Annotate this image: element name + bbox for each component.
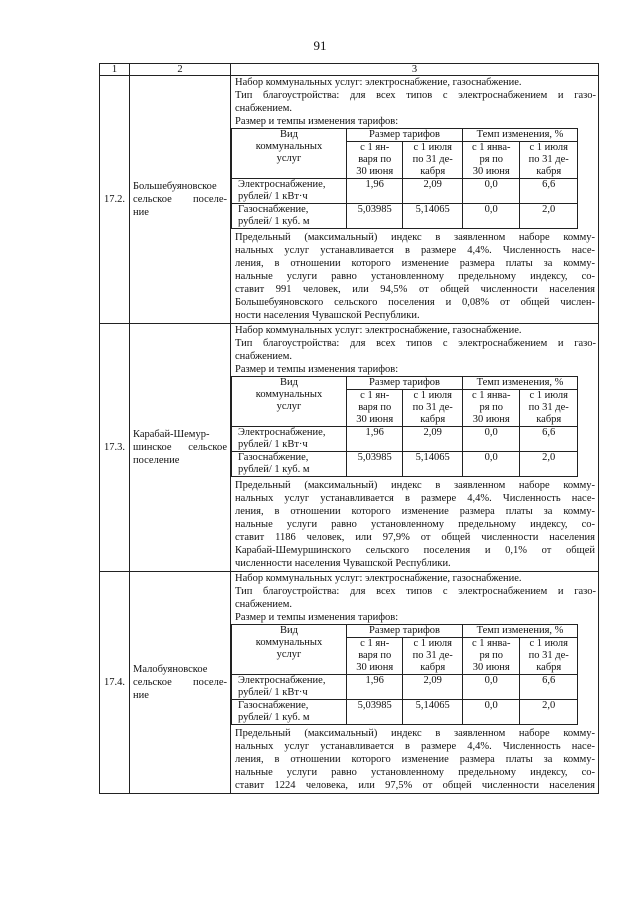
period-header-line: кабря xyxy=(420,662,446,673)
tariff-title: Размер и темпы изменения тарифов: xyxy=(235,612,399,623)
period-header-line: 30 июня xyxy=(472,662,510,673)
row-number: 17.3. xyxy=(100,324,130,572)
period-header-line: ря по xyxy=(479,650,504,661)
improvement-type-line: Тип благоустройства: для всех типов с электроснабжением и газо- xyxy=(235,338,596,349)
column-header-row xyxy=(100,64,599,76)
improvement-type-line: снабжением. xyxy=(235,351,292,362)
tariff-table xyxy=(99,63,599,794)
service-type-header-line: Вид xyxy=(280,129,298,140)
rate-value: 6,6 xyxy=(520,427,578,452)
service-type-header-line: Вид xyxy=(280,377,298,388)
settlement-name-line: шинское сельское xyxy=(133,442,227,453)
index-paragraph-line: Предельный (максимальный) индекс в заявленном наборе комму- xyxy=(235,728,595,739)
settlement-name-line: Малобуяновское xyxy=(133,664,208,675)
index-paragraph-line: нальные услуги равно установленному предельному индексу, со- xyxy=(235,271,595,282)
service-name xyxy=(232,427,347,452)
rate-value: 2,0 xyxy=(520,452,578,477)
service-name-line: Газоснабжение, xyxy=(238,700,309,711)
service-name-line: Электроснабжение, xyxy=(238,179,326,190)
period-header-line: варя по xyxy=(358,650,392,661)
service-name-line: Электроснабжение, xyxy=(238,675,326,686)
electricity-row xyxy=(232,675,578,700)
service-type-header-line: услуг xyxy=(276,649,302,660)
settlement-name xyxy=(130,76,231,324)
tariff-value: 2,09 xyxy=(403,427,463,452)
period-header-line: 30 июня xyxy=(472,166,510,177)
period-header-line: с 1 янва- xyxy=(471,638,511,649)
period-header-line: кабря xyxy=(536,662,562,673)
tariff-value: 5,03985 xyxy=(346,204,402,229)
gas-row xyxy=(232,204,578,229)
index-paragraph-line: ставит 1224 человека, или 97,5% от общей численности населения xyxy=(235,780,595,791)
index-paragraph-line: Карабай-Шемуршинского сельского поселения и 0,1% от общей xyxy=(235,545,595,556)
service-name xyxy=(232,452,347,477)
settlement-name xyxy=(130,572,231,794)
index-paragraph-line: ления, в отношении которого изменение размера платы за комму- xyxy=(235,258,595,269)
index-paragraph-line: Предельный (максимальный) индекс в заявленном наборе комму- xyxy=(235,480,595,491)
service-name-line: Электроснабжение, xyxy=(238,427,326,438)
period-header-line: с 1 июля xyxy=(413,390,452,401)
tariff-value: 2,09 xyxy=(403,675,463,700)
service-name-line: рублей/ 1 куб. м xyxy=(238,216,310,227)
period-header xyxy=(346,638,402,675)
period-header-line: ря по xyxy=(479,154,504,165)
index-paragraph-line: нальных услуг устанавливается в размере 4,4%. Численность насе- xyxy=(235,741,595,752)
index-paragraph-line: нальные услуги равно установленному предельному индексу, со- xyxy=(235,767,595,778)
period-header-line: с 1 янва- xyxy=(471,390,511,401)
tariff-size-header: Размер тарифов xyxy=(346,129,462,142)
service-type-header-line: коммунальных xyxy=(255,637,323,648)
rate-value: 0,0 xyxy=(463,204,520,229)
period-header-line: по 31 де- xyxy=(412,650,453,661)
tariff-subtable xyxy=(231,624,578,725)
period-header-line: с 1 ян- xyxy=(360,390,390,401)
index-paragraph-line: ления, в отношении которого изменение размера платы за комму- xyxy=(235,506,595,517)
tariff-value: 5,14065 xyxy=(403,204,463,229)
tariff-subtable xyxy=(231,376,578,477)
service-type-header-line: коммунальных xyxy=(255,141,323,152)
period-header xyxy=(403,390,463,427)
period-header xyxy=(463,390,520,427)
service-type-header xyxy=(232,129,347,179)
service-name-line: рублей/ 1 кВт·ч xyxy=(238,687,308,698)
period-header-line: с 1 июля xyxy=(529,142,568,153)
column-header-2: 2 xyxy=(130,64,231,76)
service-set-line: Набор коммунальных услуг: электроснабжение, газоснабжение. xyxy=(235,573,522,584)
service-name-line: рублей/ 1 куб. м xyxy=(238,464,310,475)
period-header xyxy=(346,390,402,427)
period-header-line: по 31 де- xyxy=(412,154,453,165)
settlement-name-line: сельское поселе- xyxy=(133,677,227,688)
service-name-line: рублей/ 1 куб. м xyxy=(238,712,310,723)
index-paragraph-line: Большебуяновского сельского поселения и 0,08% от общей числен- xyxy=(235,297,595,308)
index-paragraph xyxy=(231,229,598,323)
rate-value: 0,0 xyxy=(463,427,520,452)
tariff-value: 2,09 xyxy=(403,179,463,204)
period-header xyxy=(463,142,520,179)
service-type-header-line: услуг xyxy=(276,153,302,164)
index-paragraph-line: численности населения Чувашской Республики. xyxy=(235,558,451,569)
service-type-header-line: Вид xyxy=(280,625,298,636)
settlement-name-line: сельское поселе- xyxy=(133,194,227,205)
period-header-line: по 31 де- xyxy=(528,402,569,413)
period-header xyxy=(403,142,463,179)
period-header-line: 30 июня xyxy=(356,662,394,673)
index-paragraph-line: нальных услуг устанавливается в размере 4,4%. Численность насе- xyxy=(235,493,595,504)
settlement-name-line: Карабай-Шемур- xyxy=(133,429,210,440)
service-type-header-line: услуг xyxy=(276,401,302,412)
period-header xyxy=(463,638,520,675)
settlement-content xyxy=(231,572,599,794)
period-header-line: 30 июня xyxy=(356,414,394,425)
index-paragraph-line: ности населения Чувашской Республики. xyxy=(235,310,420,321)
period-header-line: кабря xyxy=(420,414,446,425)
page-number: 91 xyxy=(313,38,327,53)
period-header-line: варя по xyxy=(358,154,392,165)
tariff-title: Размер и темпы изменения тарифов: xyxy=(235,116,399,127)
change-rate-header: Темп изменения, % xyxy=(463,625,578,638)
service-set-line: Набор коммунальных услуг: электроснабжение, газоснабжение. xyxy=(235,77,522,88)
period-header xyxy=(520,638,578,675)
period-header-line: кабря xyxy=(536,166,562,177)
index-paragraph xyxy=(231,477,598,571)
settlement-row xyxy=(100,324,599,572)
service-name-line: Газоснабжение, xyxy=(238,204,309,215)
period-header-line: с 1 ян- xyxy=(360,142,390,153)
period-header-line: с 1 ян- xyxy=(360,638,390,649)
period-header-line: варя по xyxy=(358,402,392,413)
service-type-header-line: коммунальных xyxy=(255,389,323,400)
rate-value: 0,0 xyxy=(463,675,520,700)
period-header-line: 30 июня xyxy=(356,166,394,177)
period-header-line: ря по xyxy=(479,402,504,413)
improvement-type-line: Тип благоустройства: для всех типов с электроснабжением и газо- xyxy=(235,586,596,597)
change-rate-header: Темп изменения, % xyxy=(463,129,578,142)
rate-value: 0,0 xyxy=(463,700,520,725)
service-name xyxy=(232,675,347,700)
service-name xyxy=(232,179,347,204)
settlement-row xyxy=(100,76,599,324)
service-name xyxy=(232,204,347,229)
tariff-value: 1,96 xyxy=(346,675,402,700)
rate-value: 2,0 xyxy=(520,204,578,229)
tariff-value: 5,03985 xyxy=(346,700,402,725)
tariff-value: 1,96 xyxy=(346,427,402,452)
rate-value: 6,6 xyxy=(520,675,578,700)
settlement-name-line: ние xyxy=(133,690,149,701)
improvement-type-line: снабжением. xyxy=(235,103,292,114)
gas-row xyxy=(232,452,578,477)
period-header-line: с 1 июля xyxy=(529,390,568,401)
index-paragraph-line: ставит 991 человек, или 94,5% от общей численности населения xyxy=(235,284,595,295)
row-number: 17.4. xyxy=(100,572,130,794)
improvement-type-line: снабжением. xyxy=(235,599,292,610)
period-header-line: кабря xyxy=(420,166,446,177)
tariff-value: 5,14065 xyxy=(403,452,463,477)
period-header xyxy=(403,638,463,675)
electricity-row xyxy=(232,179,578,204)
service-set-line: Набор коммунальных услуг: электроснабжение, газоснабжение. xyxy=(235,325,522,336)
period-header-line: с 1 июля xyxy=(413,142,452,153)
tariff-size-header: Размер тарифов xyxy=(346,625,462,638)
tariff-title: Размер и темпы изменения тарифов: xyxy=(235,364,399,375)
period-header-line: по 31 де- xyxy=(412,402,453,413)
index-paragraph-line: Предельный (максимальный) индекс в заявленном наборе комму- xyxy=(235,232,595,243)
change-rate-header: Темп изменения, % xyxy=(463,377,578,390)
settlement-name xyxy=(130,324,231,572)
electricity-row xyxy=(232,427,578,452)
period-header-line: 30 июня xyxy=(472,414,510,425)
period-header-line: с 1 июля xyxy=(529,638,568,649)
gas-row xyxy=(232,700,578,725)
service-name xyxy=(232,700,347,725)
column-header-1: 1 xyxy=(100,64,130,76)
period-header xyxy=(346,142,402,179)
tariff-size-header: Размер тарифов xyxy=(346,377,462,390)
rate-value: 6,6 xyxy=(520,179,578,204)
index-paragraph-line: нальные услуги равно установленному предельному индексу, со- xyxy=(235,519,595,530)
period-header xyxy=(520,390,578,427)
period-header xyxy=(520,142,578,179)
row-number: 17.2. xyxy=(100,76,130,324)
settlement-content xyxy=(231,76,599,324)
service-type-header xyxy=(232,625,347,675)
settlement-name-line: поселение xyxy=(133,455,180,466)
index-paragraph-line: нальных услуг устанавливается в размере 4,4%. Численность насе- xyxy=(235,245,595,256)
settlement-name-line: Большебуяновское xyxy=(133,181,217,192)
index-paragraph xyxy=(231,725,598,793)
tariff-subtable xyxy=(231,128,578,229)
rate-value: 2,0 xyxy=(520,700,578,725)
tariff-value: 5,14065 xyxy=(403,700,463,725)
period-header-line: с 1 янва- xyxy=(471,142,511,153)
period-header-line: с 1 июля xyxy=(413,638,452,649)
tariff-value: 1,96 xyxy=(346,179,402,204)
settlement-content xyxy=(231,324,599,572)
index-paragraph-line: ставит 1186 человек, или 97,9% от общей численности населения xyxy=(235,532,595,543)
tariff-value: 5,03985 xyxy=(346,452,402,477)
index-paragraph-line: ления, в отношении которого изменение размера платы за комму- xyxy=(235,754,595,765)
service-name-line: рублей/ 1 кВт·ч xyxy=(238,191,308,202)
period-header-line: кабря xyxy=(536,414,562,425)
rate-value: 0,0 xyxy=(463,179,520,204)
rate-value: 0,0 xyxy=(463,452,520,477)
period-header-line: по 31 де- xyxy=(528,650,569,661)
service-name-line: рублей/ 1 кВт·ч xyxy=(238,439,308,450)
settlement-name-line: ние xyxy=(133,207,149,218)
service-name-line: Газоснабжение, xyxy=(238,452,309,463)
service-type-header xyxy=(232,377,347,427)
settlement-row xyxy=(100,572,599,794)
column-header-3: 3 xyxy=(231,64,599,76)
period-header-line: по 31 де- xyxy=(528,154,569,165)
improvement-type-line: Тип благоустройства: для всех типов с электроснабжением и газо- xyxy=(235,90,596,101)
